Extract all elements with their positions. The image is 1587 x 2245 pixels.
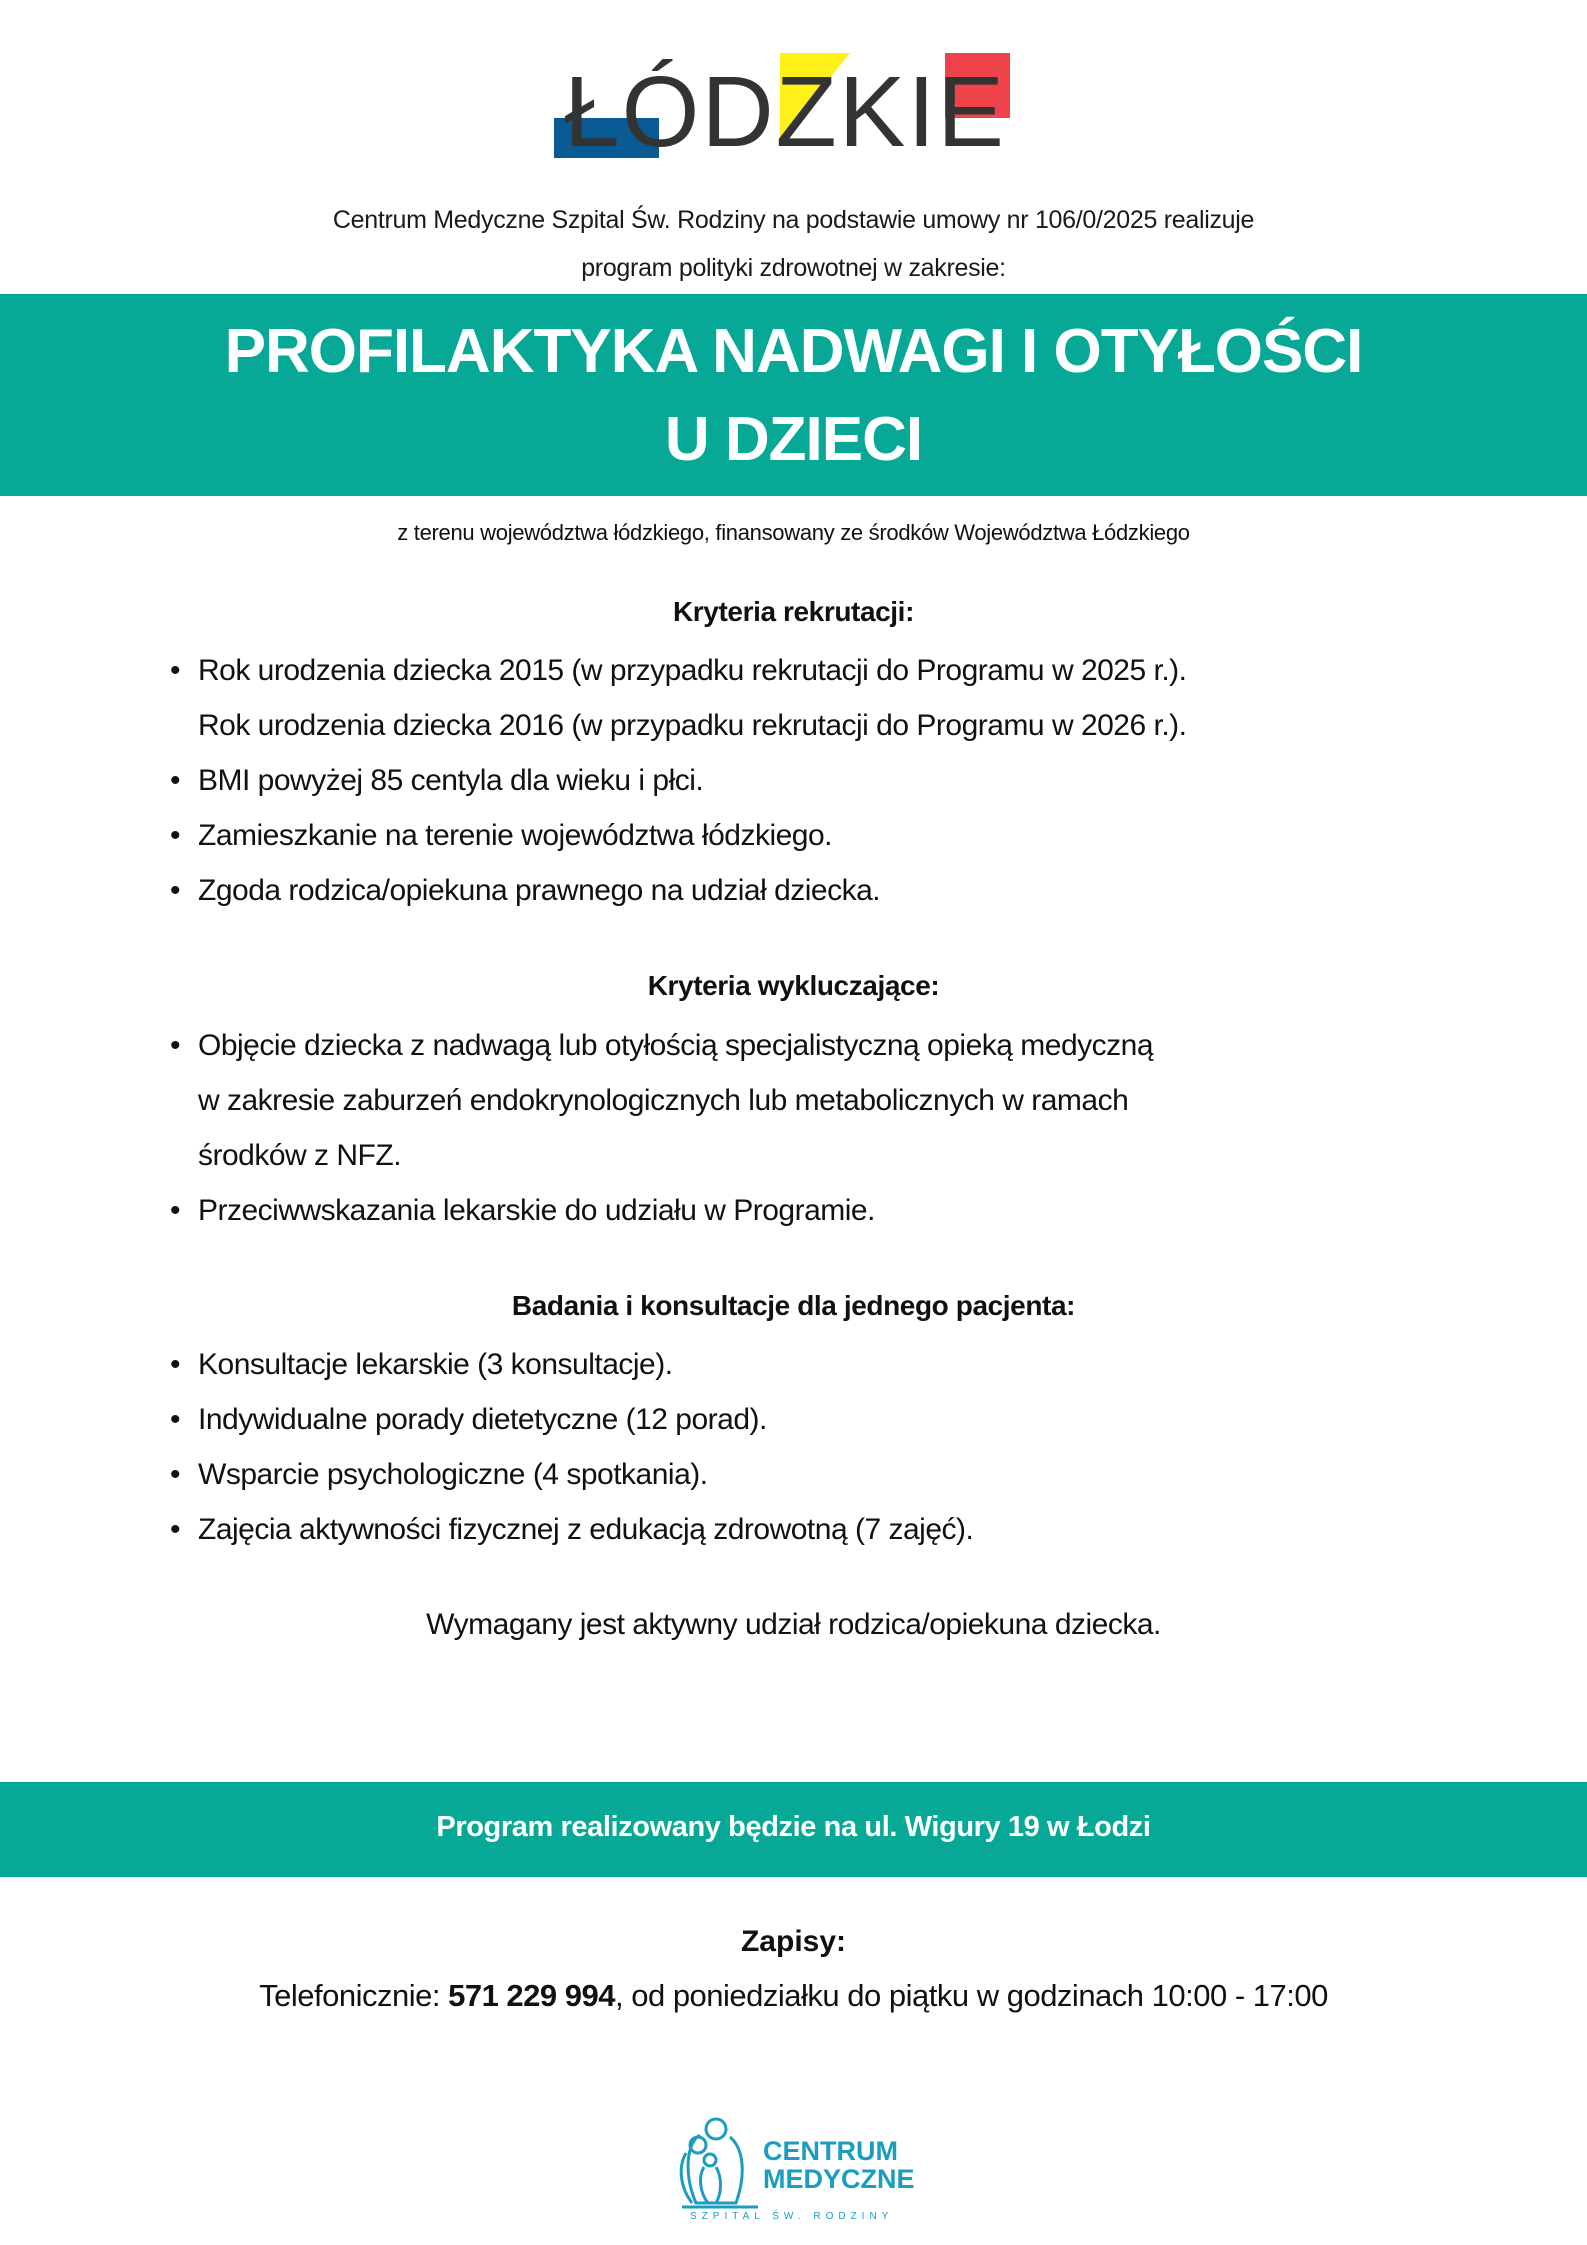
- list-item: [170, 1392, 1470, 1447]
- services-list: [170, 1337, 1470, 1557]
- list-item-text: Wsparcie psychologiczne (4 spotkania).: [198, 1458, 708, 1491]
- list-item-text: BMI powyżej 85 centyla dla wieku i płci.: [198, 764, 704, 797]
- registration-title: Zapisy:: [740, 1925, 847, 1958]
- bullet-icon: •: [170, 1458, 181, 1491]
- list-item: [170, 863, 1470, 918]
- list-item-text: Zgoda rodzica/opiekuna prawnego na udział dziecka.: [198, 874, 881, 907]
- phone-number[interactable]: 571 229 994: [448, 1978, 615, 2013]
- list-item: [170, 1337, 1470, 1392]
- location-banner: [0, 1782, 1587, 1877]
- logo-szpital: SZPITAL ŚW. RODZINY: [690, 2211, 894, 2222]
- list-item-text: Zajęcia aktywności fizycznej z edukacją zdrowotną (7 zajęć).: [198, 1513, 974, 1546]
- section-title-recruitment: Kryteria rekrutacji:: [672, 596, 914, 627]
- bullet-icon: •: [170, 1348, 181, 1381]
- list-item: [170, 1447, 1470, 1502]
- list-item-text: Konsultacje lekarskie (3 konsultacje).: [198, 1348, 673, 1381]
- logo-medyczne: MEDYCZNE: [763, 2164, 915, 2194]
- list-item: [170, 643, 1470, 753]
- family-figures-icon: [678, 2115, 758, 2215]
- bullet-icon: •: [170, 819, 181, 852]
- list-item-continuation: środków z NFZ.: [198, 1139, 402, 1172]
- list-item: [170, 1018, 1470, 1183]
- section-title-services: Badania i konsultacje dla jednego pacjenta:: [511, 1290, 1076, 1321]
- title-banner: [0, 294, 1587, 496]
- funding-subtitle: z terenu województwa łódzkiego, finansowany ze środków Województwa Łódzkiego: [397, 520, 1190, 545]
- list-item-text: Objęcie dziecka z nadwagą lub otyłością specjalistyczną opieką medyczną: [198, 1029, 1154, 1062]
- bullet-icon: •: [170, 874, 181, 907]
- list-item-continuation: w zakresie zaburzeń endokrynologicznych lub metabolicznych w ramach: [198, 1084, 1129, 1117]
- bullet-icon: •: [170, 654, 181, 687]
- intro-line-2: program polityki zdrowotnej w zakresie:: [581, 254, 1006, 282]
- logo-centrum: CENTRUM: [763, 2136, 898, 2166]
- bullet-icon: •: [170, 1029, 181, 1062]
- list-item: [170, 1502, 1470, 1557]
- bullet-icon: •: [170, 764, 181, 797]
- registration-info: [0, 1978, 1587, 2014]
- list-item-text: Zamieszkanie na terenie województwa łódzkiego.: [198, 819, 833, 852]
- exclusion-criteria-list: [170, 1018, 1470, 1238]
- location-text: Program realizowany będzie na ul. Wigury 19 w Łodzi: [436, 1811, 1151, 1843]
- bullet-icon: •: [170, 1194, 181, 1227]
- registration-prefix: Telefonicznie:: [259, 1978, 449, 2013]
- list-item-text: Przeciwwskazania lekarskie do udziału w Programie.: [198, 1194, 875, 1227]
- list-item-text: Rok urodzenia dziecka 2015 (w przypadku rekrutacji do Programu w 2025 r.).: [198, 654, 1187, 687]
- bullet-icon: •: [170, 1513, 181, 1546]
- region-logo-text: ŁÓDZKIE: [564, 56, 1006, 168]
- recruitment-criteria-list: [170, 643, 1470, 918]
- list-item: [170, 1183, 1470, 1238]
- section-title-exclusion: Kryteria wykluczające:: [647, 970, 940, 1001]
- list-item: [170, 753, 1470, 808]
- program-title-line-2: U DZIECI: [664, 405, 923, 474]
- list-item-continuation: Rok urodzenia dziecka 2016 (w przypadku rekrutacji do Programu w 2026 r.).: [198, 709, 1187, 742]
- lodzkie-region-logo: [550, 48, 1020, 173]
- intro-line-1: Centrum Medyczne Szpital Św. Rodziny na podstawie umowy nr 106/0/2025 realizuje: [332, 206, 1255, 234]
- registration-hours: , od poniedziałku do piątku w godzinach 10:00 - 17:00: [615, 1978, 1328, 2013]
- list-item: [170, 808, 1470, 863]
- parent-requirement-note: Wymagany jest aktywny udział rodzica/opiekuna dziecka.: [426, 1608, 1161, 1641]
- program-title-line-1: PROFILAKTYKA NADWAGI I OTYŁOŚCI: [224, 317, 1363, 386]
- bullet-icon: •: [170, 1403, 181, 1436]
- list-item-text: Indywidualne porady dietetyczne (12 porad).: [198, 1403, 767, 1436]
- centrum-medyczne-logo: [678, 2115, 928, 2225]
